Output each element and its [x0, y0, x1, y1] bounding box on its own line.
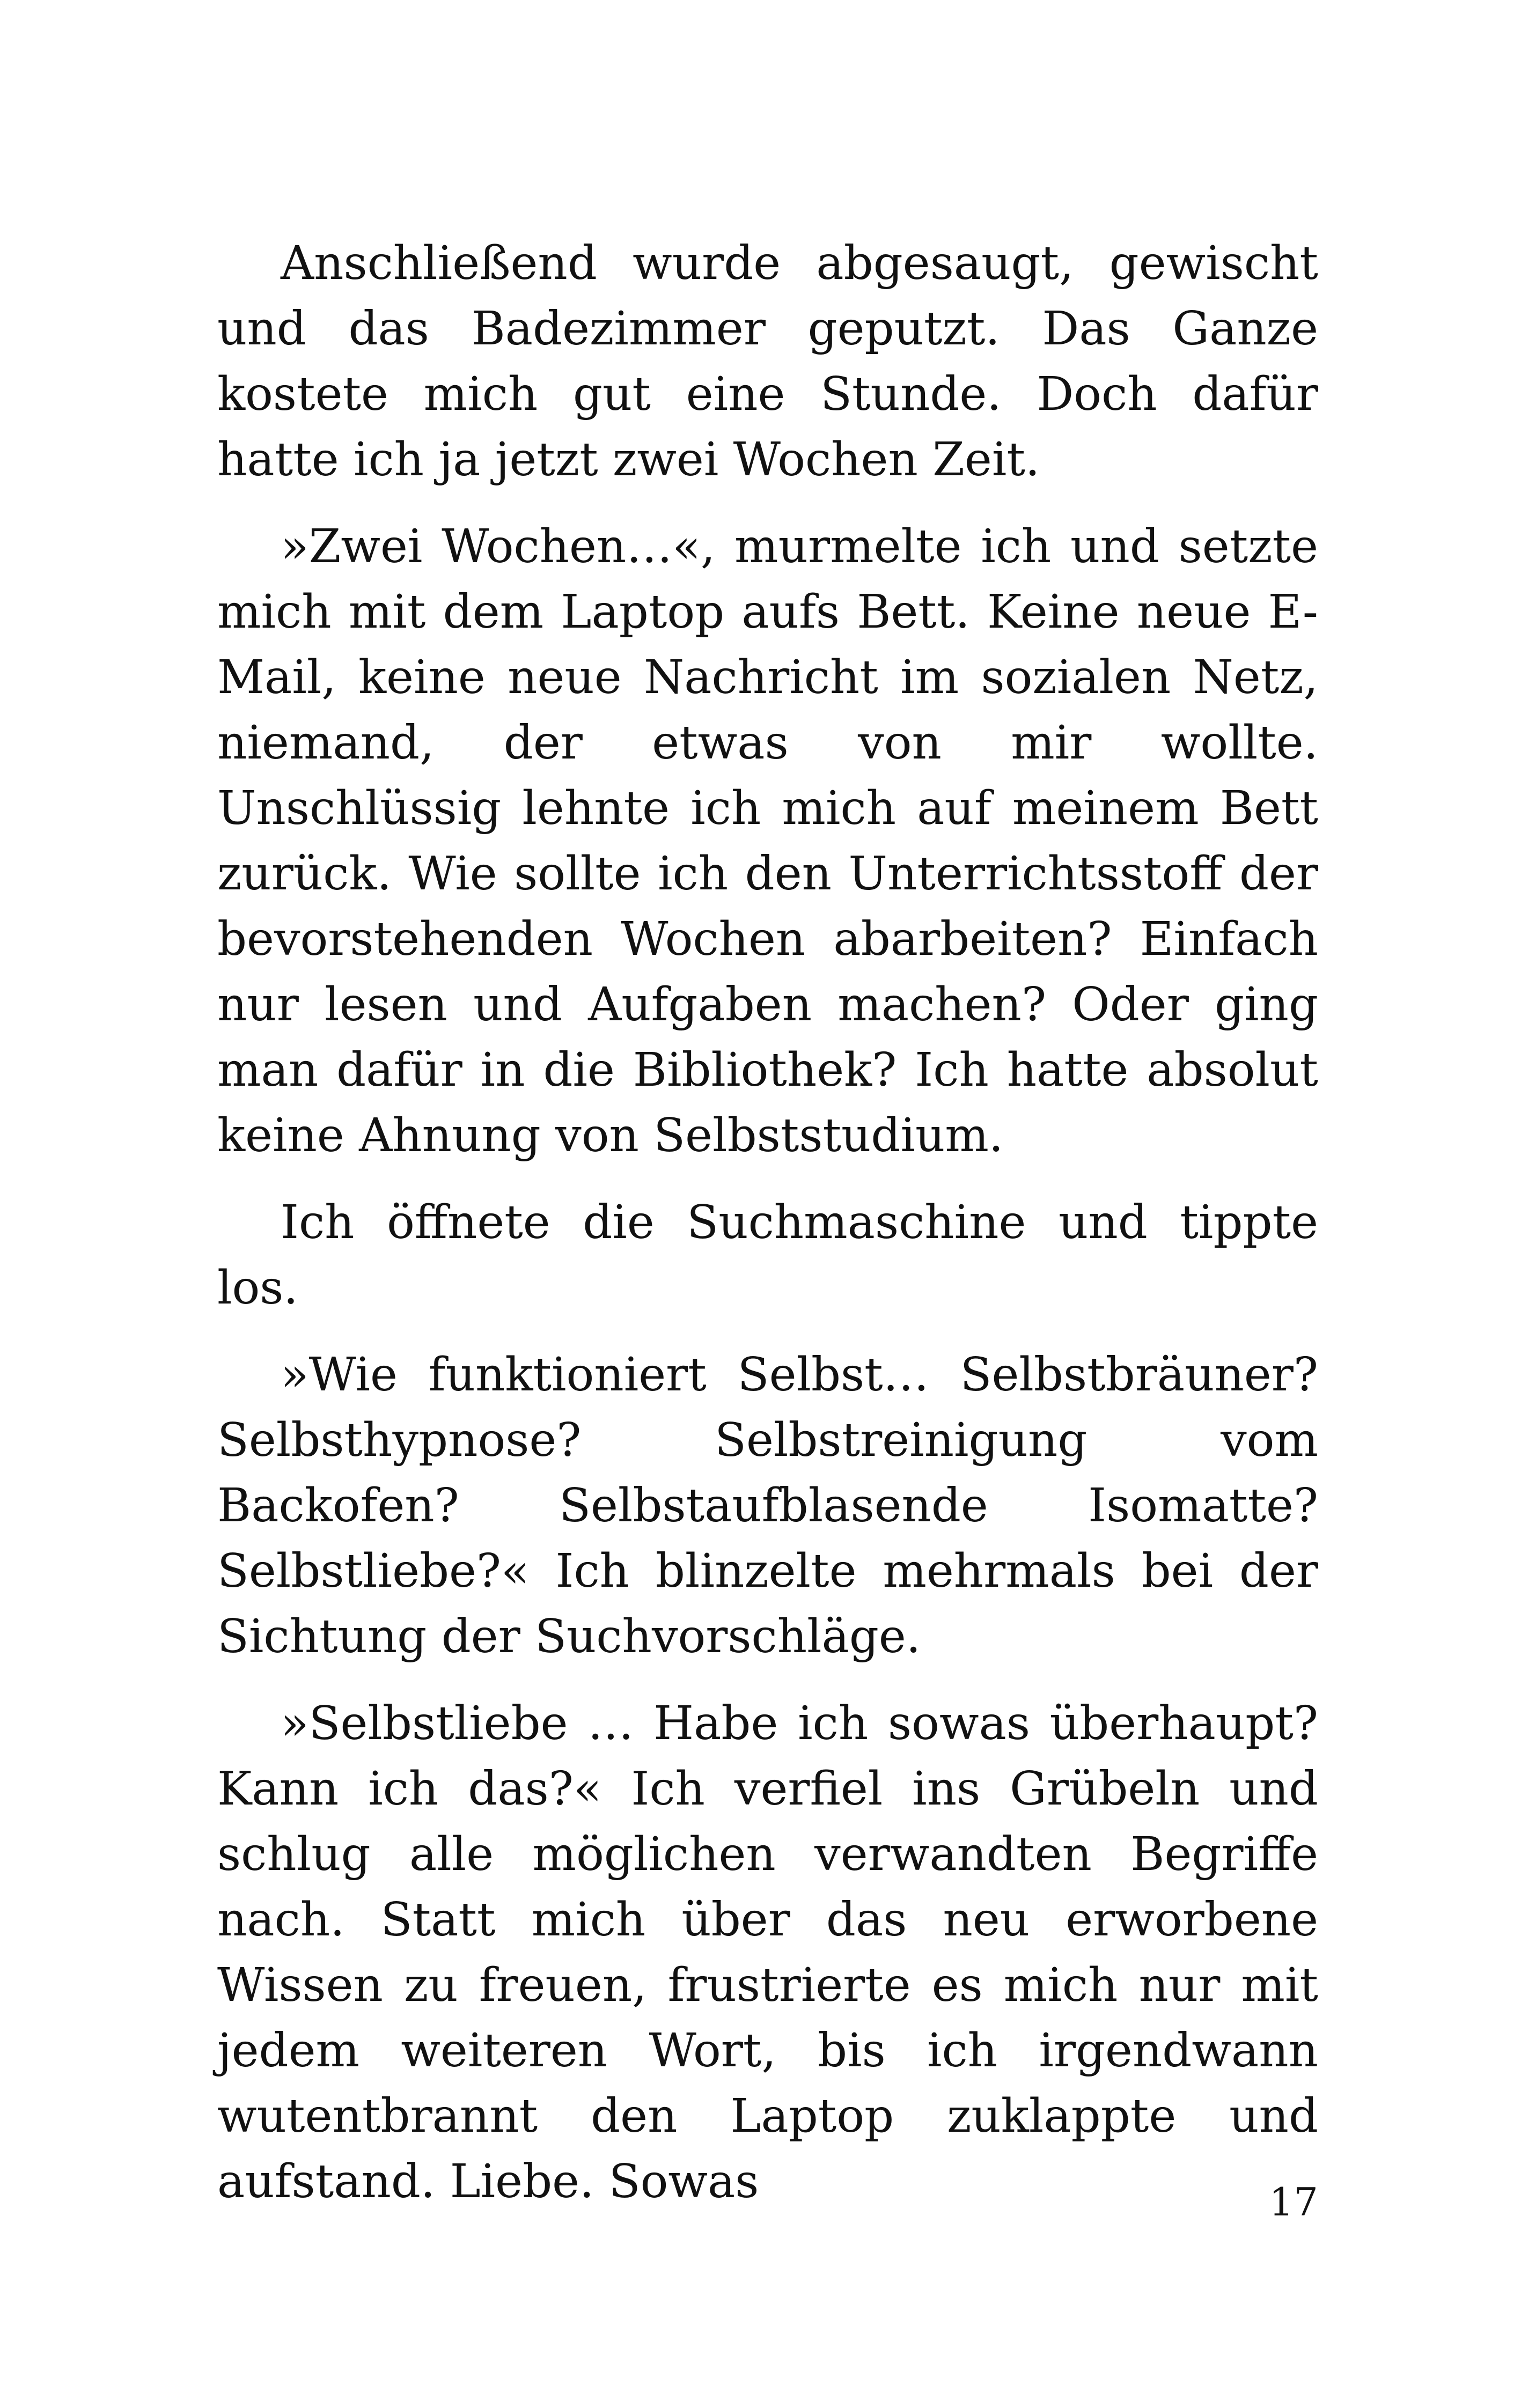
body-text — [217, 231, 1318, 2236]
page-number: 17 — [1269, 2179, 1318, 2225]
paragraph: »Zwei Wochen…«, murmelte ich und setzte mich mit dem Laptop aufs Bett. Keine neue E-Mail, keine neue Nachricht im sozialen Netz, niemand, der etwas von mir wollte. Unschlüssig lehnte ich mich auf meinem Bett zurück. Wie sollte ich den Unterrichtsstoff der bevorstehenden Wochen abarbeiten? Einfach nur lesen und Aufgaben machen? Oder ging man dafür in die Bibliothek? Ich hatte absolut keine Ahnung von Selbststudium. — [217, 520, 1318, 1162]
paragraph: »Selbstliebe … Habe ich sowas überhaupt? Kann ich das?« Ich verfiel ins Grübeln und schlug alle möglichen verwandten Begriffe nach. Statt mich über das neu erworbene Wissen zu freuen, frustrierte es mich nur mit jedem weiteren Wort, bis ich irgendwann wutentbrannt den Laptop zuklappte und aufstand. Liebe. Sowas — [217, 1697, 1318, 2208]
paragraph: Anschließend wurde abgesaugt, gewischt und das Badezimmer geputzt. Das Ganze kostete mich gut eine Stunde. Doch dafür hatte ich ja jetzt zwei Wochen Zeit. — [217, 237, 1318, 487]
paragraph: »Wie funktioniert Selbst… Selbstbräuner? Selbsthypnose? Selbstreinigung vom Backofen? Selbstaufblasende Isomatte? Selbstliebe?« Ich blinzelte mehrmals bei der Sichtung der Suchvorschläge. — [217, 1348, 1318, 1663]
paragraph: Ich öffnete die Suchmaschine und tippte los. — [217, 1196, 1318, 1315]
